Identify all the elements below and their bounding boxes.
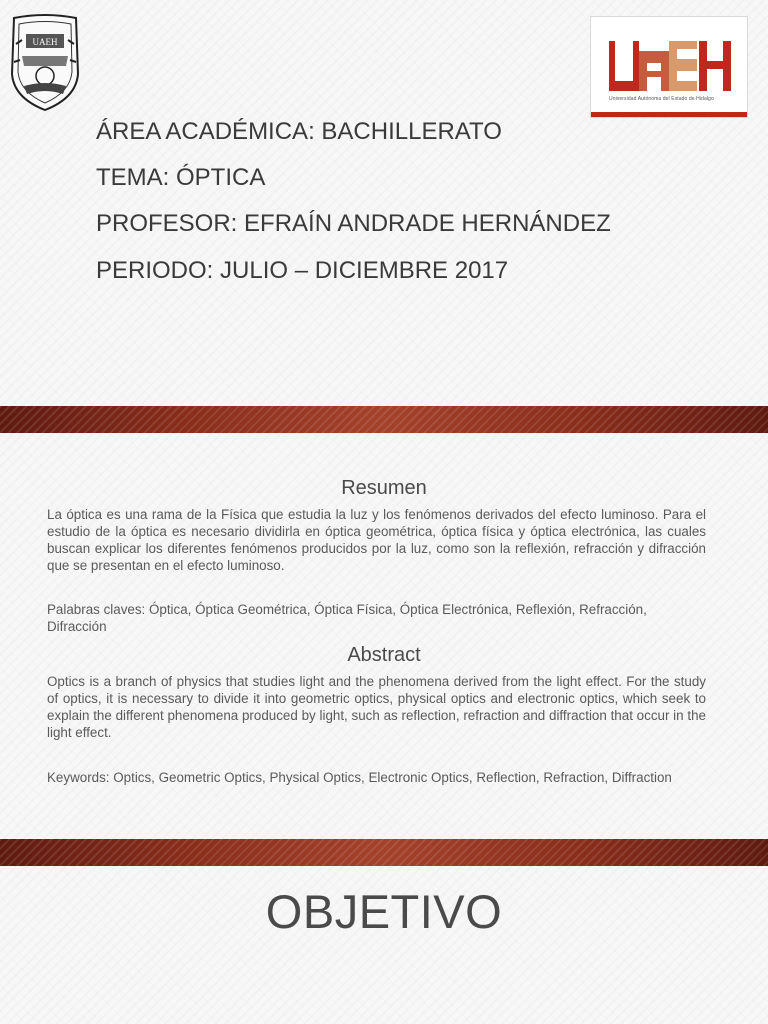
slide-divider-1 — [0, 406, 768, 433]
abstract-title: Abstract — [347, 644, 421, 666]
abstract-text: Optics is a branch of physics that studies light and the phenomena derived from the light effect. For the study of optics, it is necessary to divide it into geometric optics, physical optics and electronic optics, which seek to explain the different phenomena produced by light, such as reflection, refraction and diffraction that occur in the light effect. — [47, 674, 706, 740]
palabras-claves: Palabras claves: Óptica, Óptica Geométrica, Óptica Física, Óptica Electrónica, Reflexión, Refracción, Difracción — [47, 602, 647, 634]
objetivo-title: OBJETIVO — [265, 885, 503, 938]
resumen-title: Resumen — [341, 477, 427, 499]
tema: TEMA: ÓPTICA — [96, 164, 266, 191]
uaeh-logo-mark — [609, 41, 731, 91]
slide-divider-2 — [0, 839, 768, 866]
resumen-text: La óptica es una rama de la Física que estudia la luz y los fenómenos derivados del efecto luminoso. Para el estudio de la óptica es necesario dividirla en óptica geométrica, óptica física y óptica electrónica, las cuales buscan explicar los diferentes fenómenos producidos por la luz, como son la reflexión, refracción y difracción que se presentan en el efecto luminoso. — [47, 507, 706, 573]
keywords: Keywords: Optics, Geometric Optics, Physical Optics, Electronic Optics, Reflection, Refraction, Diffraction — [47, 770, 672, 785]
profesor: PROFESOR: EFRAÍN ANDRADE HERNÁNDEZ — [96, 210, 611, 237]
logo-subtitle: Universidad Autónoma del Estado de Hidalgo — [609, 96, 714, 102]
svg-text:UAEH: UAEH — [32, 37, 58, 47]
institution-seal-icon — [8, 14, 82, 112]
title-slide — [0, 0, 768, 406]
logo-red-bar — [591, 112, 747, 117]
area-academica: ÁREA ACADÉMICA: BACHILLERATO — [96, 118, 502, 145]
uaeh-logo — [590, 16, 748, 118]
periodo: PERIODO: JULIO – DICIEMBRE 2017 — [96, 257, 509, 284]
